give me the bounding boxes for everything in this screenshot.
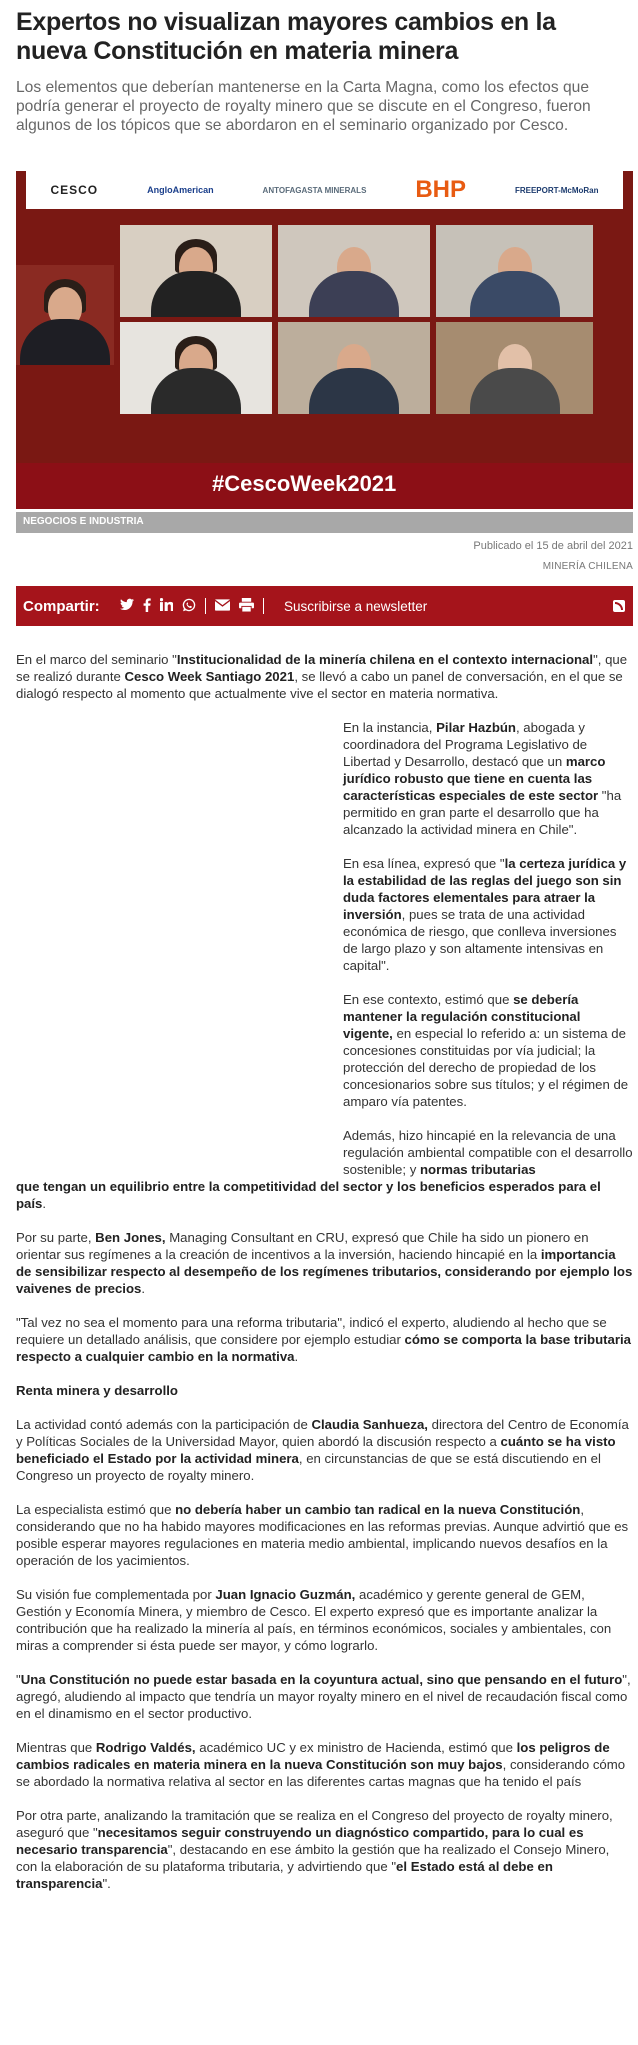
cesco-logo: CESCO (50, 183, 99, 197)
paragraph: En el marco del seminario "Institucionalidad de la minería chilena en el contexto internacional", que se realizó durante Cesco Week Santiago 2021, se llevó a cabo un panel de conversación, en el que se dialogó respecto al momento que actualmente vive el sector en materia normativa. (16, 652, 628, 701)
article-lead: Los elementos que deberían mantenerse en la Carta Magna, como los efectos que podría generar el proyecto de royalty minero que se discute en el Congreso, fueron algunos de los tópicos que se abordaron en el seminario organizado por Cesco. (16, 79, 591, 134)
paragraph: Mientras que Rodrigo Valdés, académico UC y ex ministro de Hacienda, estimó que los peligros de cambios radicales en materia minera en la nueva Constitución son muy bajos, considerando cómo se abordado la normativa relativa al sector en las diferentes cartas magnas que ha tenido el país (16, 1740, 626, 1789)
source-label: MINERÍA CHILENA (542, 561, 633, 572)
facebook-icon[interactable] (143, 598, 151, 615)
participant-tile (278, 322, 430, 414)
twitter-icon[interactable] (120, 598, 134, 615)
paragraph: Su visión fue complementada por Juan Ignacio Guzmán, académico y gerente general de GEM, Gestión y Economía Minera, y miembro de Cesco. El experto expresó que es importante analizar la contribución que ha realizado la minería al país, en términos económicos, sociales y ambientales, con miras a comprender si ésta puede ser mayor, y cómo lograrlo. (16, 1587, 612, 1653)
participant-tile (120, 322, 272, 414)
share-divider (263, 598, 264, 614)
paragraph: Por su parte, Ben Jones, Managing Consultant en CRU, expresó que Chile ha sido un pionero en orientar sus regímenes a la creación de incentivos a la inversión, haciendo hincapié en la importancia de sensibilizar respecto al desempeño de los regímenes tributarios, considerando por ejemplo los vaivenes de precios. (16, 1230, 633, 1296)
sponsor-logos (26, 171, 623, 209)
paragraph: La especialista estimó que no debería haber un cambio tan radical en la nueva Constitución, considerando que no ha habido mayores modificaciones en las reformas previas. Aunque advirtió que es posible esperar mayores regulaciones en materia medio ambiental, implicando nuevos desafíos en la operación de los yacimientos. (16, 1502, 629, 1568)
hashtag-text: #CescoWeek2021 (212, 471, 397, 496)
hero-image (16, 171, 633, 509)
paragraph: "Tal vez no sea el momento para una reforma tributaria", indicó el experto, aludiendo al hecho que se requiere un detallado análisis, que considere por ejemplo estudiar cómo se comporta la base tributaria respecto a cualquier cambio en la normativa. (16, 1315, 632, 1364)
participant-tile (436, 225, 593, 317)
article-page (16, 0, 633, 1891)
paragraph: Además, hizo hincapié en la relevancia de una regulación ambiental compatible con el desarrollo sostenible; y normas tributarias (343, 1128, 633, 1177)
paragraph: En la instancia, Pilar Hazbún, abogada y coordinadora del Programa Legislativo de Libertad y Desarrollo, destacó que un marco jurídico robusto que tiene en cuenta las características especiales de este sector "ha permitido en gran parte el desarrollo que ha alcanzado la actividad minera en Chile". (343, 720, 622, 837)
participant-tile (436, 322, 593, 414)
freeport-logo: FREEPORT-McMoRan (514, 185, 599, 195)
paragraph: Por otra parte, analizando la tramitación que se realiza en el Congreso del proyecto de royalty minero, aseguró que "necesitamos seguir construyendo un diagnóstico compartido, para lo cual es necesario transparencia", destacando en ese ámbito la gestión que ha realizado el Consejo Minero, con la elaboración de su plataforma tributaria, y advirtiendo que "el Estado está al debe en transparencia". (16, 1808, 613, 1891)
share-bar (16, 586, 633, 626)
indented-column (343, 719, 633, 1178)
paragraph: En ese contexto, estimó que se debería mantener la regulación constitucional vigente, en especial lo referido a: un sistema de concesiones constituidas por vía judicial; la protección del derecho de propiedad de los concesionarios sobre sus títulos; y el régimen de amparo vía patentes. (343, 992, 629, 1109)
hashtag-banner (16, 463, 633, 509)
rss-icon[interactable] (613, 600, 625, 612)
whatsapp-icon[interactable] (182, 598, 196, 615)
print-icon[interactable] (239, 598, 254, 615)
paragraph: "Una Constitución no puede estar basada en la coyuntura actual, sino que pensando en el futuro", agregó, aludiendo al impacto que tendría un mayor royalty minero en el nivel de recaudación fiscal como en el dinamismo en el sector productivo. (16, 1672, 631, 1721)
bhp-logo: BHP (415, 176, 467, 203)
mail-icon[interactable] (215, 598, 230, 615)
video-call-grid (16, 225, 633, 465)
angloamerican-logo: AngloAmerican (147, 185, 214, 195)
share-label: Compartir: (23, 598, 100, 615)
subheading: Renta minera y desarrollo (16, 1383, 178, 1398)
participant-tile (16, 265, 114, 365)
antofagasta-logo: ANTOFAGASTA MINERALS (262, 185, 367, 195)
publish-date: Publicado el 15 de abril del 2021 (473, 540, 633, 552)
share-icons (120, 598, 264, 615)
article-body (16, 651, 633, 1909)
participant-tile (120, 225, 272, 317)
linkedin-icon[interactable] (160, 598, 173, 615)
paragraph: En esa línea, expresó que "la certeza jurídica y la estabilidad de las reglas del juego son sin duda factores elementales para atraer la inversión, pues se trata de una actividad económica de riesgo, que conlleva inversiones de largo plazo y son altamente intensivas en capital". (343, 856, 627, 973)
article-title: Expertos no visualizan mayores cambios en la nueva Constitución en materia minera (16, 8, 556, 65)
section-label[interactable]: NEGOCIOS E INDUSTRIA (23, 516, 144, 527)
paragraph: La actividad contó además con la participación de Claudia Sanhueza, directora del Centro de Economía y Políticas Sociales de la Universidad Mayor, quien abordó la discusión respecto a cuánto se ha visto beneficiado el Estado por la actividad minera, en circunstancias de que se está discutiendo en el Congreso un proyecto de royalty minero. (16, 1417, 629, 1483)
section-bar[interactable] (16, 512, 633, 533)
newsletter-link[interactable]: Suscribirse a newsletter (284, 599, 428, 614)
paragraph-continuation: que tengan un equilibrio entre la competitividad del sector y los beneficios esperados para el país. (16, 1179, 601, 1211)
share-divider (205, 598, 206, 614)
participant-tile (278, 225, 430, 317)
